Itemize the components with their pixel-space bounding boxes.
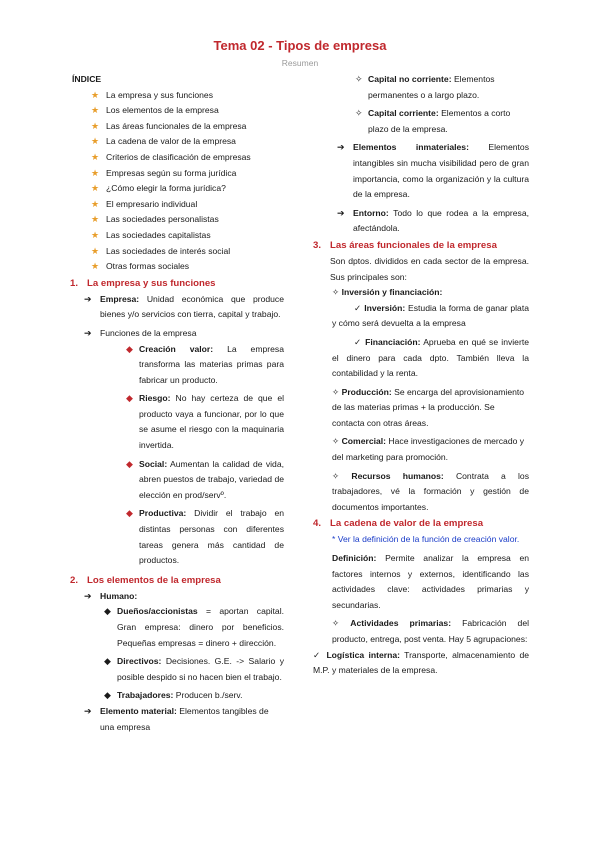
inmateriales-item: ➔ Elementos inmateriales: Elementos intangibles sin mucha visibilidad pero de gran importancia, como la organización y la cultura de la empresa. — [337, 140, 529, 202]
humano-item: ◆ Trabajadores: Producen b./serv. — [104, 688, 284, 704]
empresa-definition: ➔ Empresa: Unidad económica que produce bienes y/o servicios con tierra, capital y trabajo. — [84, 292, 284, 323]
sparkle-icon: ✧ — [332, 470, 340, 481]
funcion-item: ◆ Riesgo: No hay certeza de que el producto vaya a funcionar, por lo que se asume el riesgo con la maquinaria invertida. — [126, 391, 284, 453]
definition-note-link[interactable]: * Ver la definición de la función de creación valor. — [332, 534, 520, 545]
section-heading: 2. Los elementos de la empresa — [70, 574, 221, 586]
arrow-right-icon: ➔ — [337, 142, 345, 153]
actividades-primarias: ✧ Actividades primarias: Fabricación del producto, entrega, post venta. Hay 5 agrupaciones: — [332, 618, 530, 644]
section-heading: 3. Las áreas funcionales de la empresa — [313, 239, 497, 251]
index-list — [84, 88, 284, 275]
index-item: ★ Otras formas sociales — [84, 259, 284, 275]
sparkle-icon: ✧ — [332, 618, 340, 629]
star-icon: ★ — [90, 183, 100, 194]
index-item: ★ Las sociedades personalistas — [84, 212, 284, 228]
star-icon: ★ — [90, 245, 100, 256]
index-item: ★ Las sociedades de interés social — [84, 244, 284, 260]
sparkle-icon: ✧ — [332, 436, 340, 447]
funcion-item: ◆ Social: Aumentan la calidad de vida, abren puestos de trabajo, variedad de elección en prod/servº. — [126, 457, 284, 504]
funcion-item: ◆ Productiva: Dividir el trabajo en distintas personas con diferentes tareas genera más cantidad de productos. — [126, 506, 284, 568]
humano-item: ◆ Dueños/accionistas = aportan capital. Gran empresa: dinero por beneficios. Pequeñas empresas = dinero + dirección. — [104, 604, 284, 651]
arrow-right-icon: ➔ — [337, 207, 345, 218]
document-subtitle: Resumen — [281, 58, 319, 68]
diamond-icon: ◆ — [126, 458, 133, 469]
funciones-heading: ➔ Funciones de la empresa — [84, 326, 284, 342]
index-item: ★ Empresas según su forma jurídica — [84, 166, 284, 182]
entorno-item: ➔ Entorno: Todo lo que rodea a la empresa, afectándola. — [337, 206, 529, 237]
check-icon: ✓ — [354, 336, 362, 347]
index-item: ★ La cadena de valor de la empresa — [84, 134, 284, 150]
arrow-right-icon: ➔ — [84, 705, 92, 716]
right-column — [313, 72, 529, 679]
logistica-item: ✓ Logística interna: Transporte, almacenamiento de M.P. y materiales de la empresa. — [313, 649, 529, 676]
star-icon: ★ — [90, 198, 100, 209]
diamond-icon: ◆ — [104, 656, 111, 667]
document-title: Tema 02 - Tipos de empresa — [213, 38, 387, 53]
diamond-icon: ◆ — [126, 393, 133, 404]
section-heading: 1. La empresa y sus funciones — [70, 277, 216, 289]
areas-intro: Son dptos. divididos en cada sector de la empresa. Sus principales son: — [330, 255, 529, 282]
star-icon: ★ — [90, 151, 100, 162]
index-item: ★ Los elementos de la empresa — [84, 103, 284, 119]
index-item: ★ Criterios de clasificación de empresas — [84, 150, 284, 166]
diamond-icon: ◆ — [104, 690, 111, 701]
star-icon: ★ — [90, 120, 100, 131]
star-icon: ★ — [90, 214, 100, 225]
capital-item: ✧ Capital corriente: Elementos a corto plazo de la empresa. — [355, 106, 529, 137]
check-icon: ✓ — [354, 302, 362, 313]
section-heading: 4. La cadena de valor de la empresa — [313, 518, 484, 530]
definicion-text: Definición: Permite analizar la empresa en factores internos y externos, identificando las actividades clave: actividades primarias y secundarias. — [332, 553, 530, 610]
index-item: ★ Las áreas funcionales de la empresa — [84, 119, 284, 135]
index-item: ★ El empresario individual — [84, 197, 284, 213]
star-icon: ★ — [90, 229, 100, 240]
index-item: ★ Las sociedades capitalistas — [84, 228, 284, 244]
index-heading: ÍNDICE — [72, 74, 102, 84]
star-icon: ★ — [90, 136, 100, 147]
financiacion-item: ✓ Financiación: Aprueba en qué se invierte el dinero para cada dpto. También lleva la contabilidad y la renta. — [332, 336, 529, 379]
inversion-financiacion-heading: ✧ Inversión y financiación: — [332, 287, 443, 298]
check-icon: ✓ — [313, 649, 323, 660]
humano-heading: ➔ Humano: — [84, 589, 284, 605]
diamond-icon: ◆ — [126, 343, 133, 354]
star-icon: ★ — [90, 167, 100, 178]
sparkle-icon: ✧ — [332, 287, 340, 298]
funcion-item: ◆ Creación valor: La empresa transforma las materias primas para fabricar un producto. — [126, 342, 284, 389]
left-column — [70, 72, 284, 735]
sparkle-icon: ✧ — [355, 108, 363, 119]
sparkle-icon: ✧ — [332, 386, 340, 397]
star-icon: ★ — [90, 261, 100, 272]
rrhh-item: ✧ Recursos humanos: Contrata a los trabajadores, vé la formación y gestión de documentos importantes. — [332, 470, 529, 512]
comercial-item: ✧ Comercial: Hace investigaciones de mercado y del marketing para promoción. — [332, 436, 525, 463]
capital-item: ✧ Capital no corriente: Elementos permanentes o a largo plazo. — [355, 72, 529, 103]
diamond-icon: ◆ — [126, 508, 133, 519]
material-item: ➔ Elemento material: Elementos tangibles de una empresa — [84, 704, 284, 735]
arrow-right-icon: ➔ — [84, 327, 92, 338]
arrow-right-icon: ➔ — [84, 590, 92, 601]
humano-item: ◆ Directivos: Decisiones. G.E. -> Salario y posible despido si no hacen bien el trabajo. — [104, 654, 284, 685]
index-item: ★ ¿Cómo elegir la forma jurídica? — [84, 181, 284, 197]
produccion-item: ✧ Producción: Se encarga del aprovisionamiento de las materias primas + la producción. Se contacta con otras áreas. — [332, 386, 525, 428]
star-icon: ★ — [90, 89, 100, 100]
index-item: ★ La empresa y sus funciones — [84, 88, 284, 104]
star-icon: ★ — [90, 105, 100, 116]
arrow-right-icon: ➔ — [84, 293, 92, 304]
diamond-icon: ◆ — [104, 606, 111, 617]
sparkle-icon: ✧ — [355, 74, 363, 84]
inversion-item: ✓ Inversión: Estudia la forma de ganar plata y cómo será devuelta a la empresa — [332, 302, 529, 329]
